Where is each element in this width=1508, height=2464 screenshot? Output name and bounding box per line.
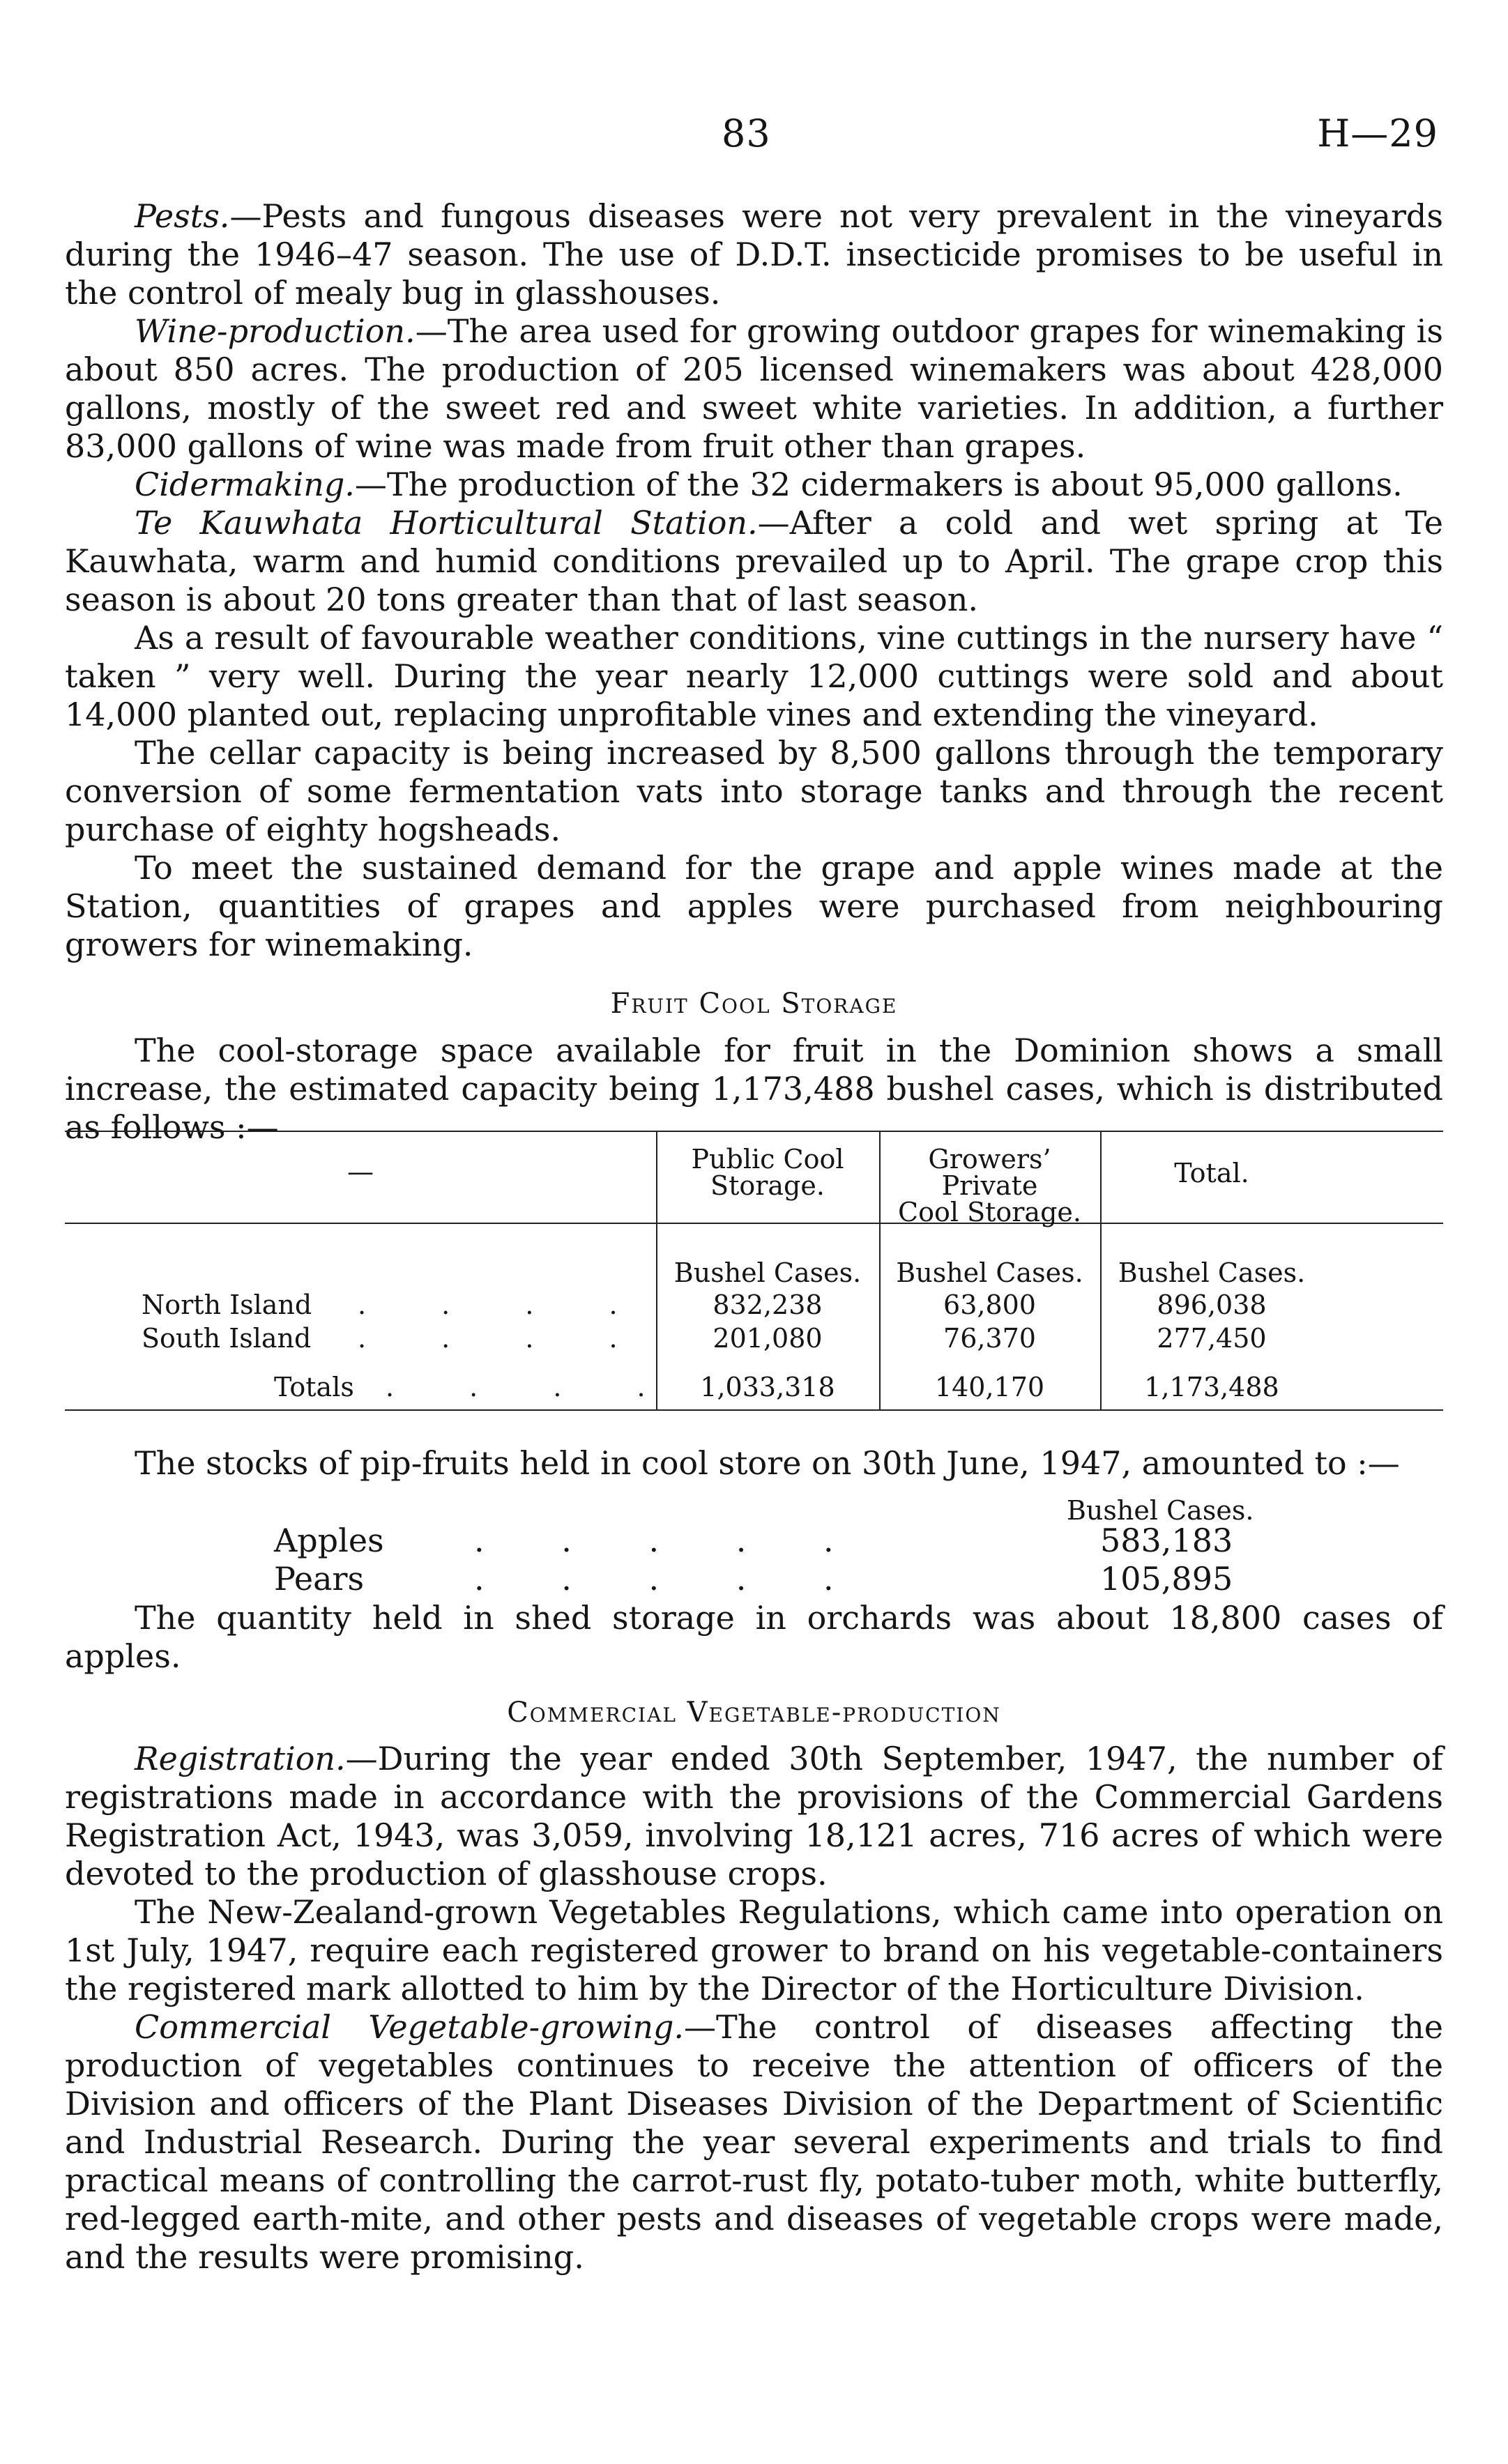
kauwhata-lead: Te Kauwhata Horticultural Station. xyxy=(135,504,758,542)
regulations-paragraph: The New-Zealand-grown Vegetables Regulations, which came into operation on 1st July, 1947, require each registered grower to brand on his vegetable-containers the registered mark allotted to him by the Director of the Horticulture Division. xyxy=(65,1893,1443,2007)
public-header-line2: Storage. xyxy=(710,1170,825,1201)
vegetables-section xyxy=(65,1740,1443,2276)
blank-column-header: — xyxy=(347,1156,374,1187)
leader-dots: . . . . xyxy=(358,1290,651,1320)
wine-lead: Wine-production. xyxy=(135,312,416,350)
cool-storage-heading: Fruit Cool Storage xyxy=(610,988,898,1020)
growing-lead: Commercial Vegetable-growing. xyxy=(135,2008,685,2046)
table-row-label: South Island xyxy=(142,1323,312,1354)
cool-storage-intro-text: The cool-storage space available for fruit in the Dominion shows a small increase, the estimated capacity being 1,173,488 bushel cases, which is distributed as follows :— xyxy=(65,1032,1443,1146)
table-cell: 832,238 xyxy=(713,1290,823,1320)
growing-paragraph xyxy=(65,2008,1443,2276)
shed-storage xyxy=(65,1599,1443,1676)
cool-storage-intro xyxy=(65,1032,1443,1147)
pests-text: —Pests and fungous diseases were not very prevalent in the vineyards during the 1946–47 season. The use of D.D.T. insecticide promises to be useful in the control of mealy bug in glasshouses. xyxy=(65,197,1443,312)
kauwhata-cuttings-paragraph: As a result of favourable weather conditions, vine cuttings in the nursery have “ taken ” very well. During the year nearly 12,000 cuttings were sold and about 14,000 planted out, replacing unprofitable vines and extending the vineyard. xyxy=(65,619,1443,733)
kauwhata-paragraph xyxy=(65,504,1443,619)
totals-label: Totals xyxy=(274,1372,354,1402)
cool-storage-table xyxy=(65,1131,1443,1413)
table-cell: 1,173,488 xyxy=(1144,1372,1279,1402)
leader-dots: . . . . . xyxy=(474,1560,867,1598)
kauwhata-text: —After a cold and wet spring at Te Kauwhata, warm and humid conditions prevailed up to April. The grape crop this season is about 20 tons greater than that of last season. xyxy=(65,504,1443,618)
registration-text: —During the year ended 30th September, 1947, the number of registrations made in accordance with the provisions of the Commercial Gardens Registration Act, 1943, was 3,059, involving 18,121 acres, 716 acres of which were devoted to the production of glasshouse crops. xyxy=(65,1740,1443,1892)
private-header-line1: Growers’ Private xyxy=(928,1144,1051,1201)
viticulture-section xyxy=(65,197,1443,964)
wine-paragraph xyxy=(65,312,1443,466)
vegetables-heading: Commercial Vegetable-production xyxy=(507,1697,1001,1729)
unit-label: Bushel Cases. xyxy=(673,1257,862,1288)
pears-value: 105,895 xyxy=(1100,1560,1233,1598)
table-cell: 1,033,318 xyxy=(700,1372,835,1402)
cider-paragraph xyxy=(65,466,1443,504)
table-cell: 277,450 xyxy=(1157,1323,1267,1354)
page-number: 83 xyxy=(722,112,771,155)
table-cell: 896,038 xyxy=(1157,1290,1267,1320)
kauwhata-wines-paragraph: To meet the sustained demand for the grape and apple wines made at the Station, quantities of grapes and apples were purchased from neighbouring growers for winemaking. xyxy=(65,849,1443,963)
table-cell: 140,170 xyxy=(934,1372,1045,1402)
table-cell: 76,370 xyxy=(943,1323,1036,1354)
leader-dots: . . . . . xyxy=(474,1522,867,1559)
stocks-unit-label: Bushel Cases. xyxy=(1067,1495,1254,1526)
public-cool-storage-header xyxy=(656,1146,879,1199)
leader-dots: . . . . xyxy=(386,1372,679,1402)
registration-paragraph xyxy=(65,1740,1443,1893)
leader-dots: . . . . xyxy=(358,1323,651,1354)
document-reference: H—29 xyxy=(1317,112,1438,155)
cider-lead: Cidermaking. xyxy=(135,466,355,503)
table-row-label: North Island xyxy=(142,1290,312,1320)
apples-value: 583,183 xyxy=(1100,1522,1233,1559)
pests-paragraph xyxy=(65,197,1443,312)
table-cell: 201,080 xyxy=(713,1323,823,1354)
growers-private-storage-header xyxy=(879,1146,1100,1225)
table-top-rule xyxy=(65,1131,1443,1132)
unit-label: Bushel Cases. xyxy=(896,1257,1083,1288)
table-bottom-rule xyxy=(65,1409,1443,1411)
stocks-intro xyxy=(65,1444,1443,1483)
apples-label: Apples xyxy=(274,1522,384,1559)
cider-text: —The production of the 32 cidermakers is about 95,000 gallons. xyxy=(354,466,1403,503)
pears-label: Pears xyxy=(274,1560,365,1598)
pests-lead: Pests. xyxy=(135,197,230,235)
table-header-rule xyxy=(65,1223,1443,1224)
wine-text: —The area used for growing outdoor grapes for winemaking is about 850 acres. The production of 205 licensed winemakers was about 428,000 gallons, mostly of the sweet red and sweet white varieties. In addition, a further 83,000 gallons of wine was made from fruit other than grapes. xyxy=(65,312,1443,465)
shed-storage-text: The quantity held in shed storage in orchards was about 18,800 cases of apples. xyxy=(65,1599,1443,1675)
registration-lead: Registration. xyxy=(135,1740,346,1777)
table-cell: 63,800 xyxy=(943,1290,1036,1320)
public-header-line1: Public Cool xyxy=(691,1144,844,1174)
kauwhata-cellar-paragraph: The cellar capacity is being increased by 8,500 gallons through the temporary conversion of some fermentation vats into storage tanks and through the recent purchase of eighty hogsheads. xyxy=(65,734,1443,848)
unit-label: Bushel Cases. xyxy=(1118,1257,1306,1288)
growing-text: —The control of diseases affecting the production of vegetables continues to receive the attention of officers of the Division and officers of the Plant Diseases Division of the Department of Scientific and Industrial Research. During the year several experiments and trials to find practical means of controlling the carrot-rust fly, potato-tuber moth, white butterfly, red-legged earth-mite, and other pests and diseases of vegetable crops were made, and the results were promising. xyxy=(65,2008,1443,2276)
private-header-line2: Cool Storage. xyxy=(898,1197,1081,1227)
total-header: Total. xyxy=(1174,1158,1249,1188)
stocks-intro-text: The stocks of pip-fruits held in cool store on 30th June, 1947, amounted to :— xyxy=(135,1444,1400,1482)
